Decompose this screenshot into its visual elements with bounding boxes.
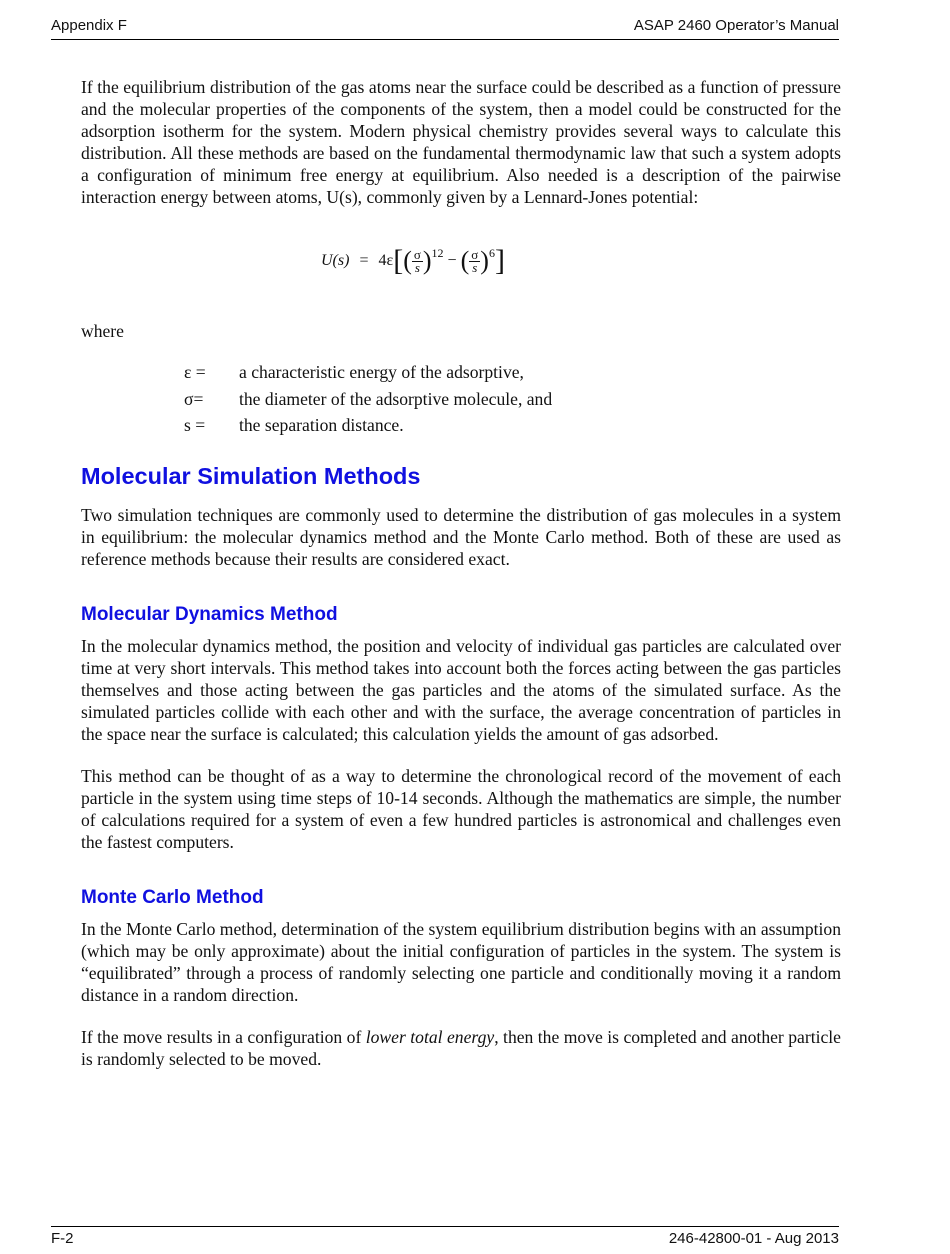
page-content [81,76,841,1070]
equation-lhs: U(s) [321,252,350,269]
lennard-jones-equation: U(s) = 4ε [ ( $\frac{\sigma}{s}$ ) $^{12}$ − ( $\frac{\sigma}{s}$ ) $^6$ ] [321,244,505,277]
header-manual-title: ASAP 2460 Operator’s Manual [633,17,839,34]
section-heading-molecular-simulation: Molecular Simulation Methods [81,462,421,489]
equation-coefficient: 4ε [378,252,394,269]
definition-row [81,359,841,386]
definition-symbol: ε = [184,362,206,382]
definition-text: the diameter of the adsorptive molecule, and [239,388,553,409]
where-label: where [81,321,124,341]
header-section: Appendix F [51,17,127,34]
equation-equals: = [359,252,369,269]
definition-text: a characteristic energy of the adsorptive, [239,362,524,382]
subheading-monte-carlo: Monte Carlo Method [81,886,264,908]
section2-paragraph-1: In the molecular dynamics method, the position and velocity of individual gas particles are calculated over time at very short intervals. This method takes into account both the forces acting between the gas particles themselves and those acting between the gas particles and the atoms of the simulated surface. As the simulated particles collide with each other and with the surface, the average concentration of particles in the space near the surface is calculated; this calculation yields the amount of gas adsorbed. [81,635,841,744]
emphasis-lower-total-energy: lower total energy [365,1026,495,1047]
exponent-12: 12 [431,246,444,260]
definition-row [81,386,841,413]
page-footer [51,1226,839,1247]
definition-text: the separation distance. [239,415,404,435]
definition-row [81,412,841,439]
section3-paragraph-1: In the Monte Carlo method, determination of the system equilibrium distribution begins with an assumption (which may be only approximate) about the initial configuration of particles in the system. The system is “equilibrated” through a process of randomly selecting one particle and conditionally moving it a random distance in a random direction. [81,918,841,1005]
section3-paragraph-2: If the move results in a configuration of lower total energy, then the move is completed and another particle is randomly selected to be moved. [81,1026,841,1069]
exponent-6: 6 [488,246,495,260]
fraction-2: $\frac{\sigma}{s}$ [471,246,479,275]
page-number: F-2 [51,1230,74,1247]
definitions-list [81,359,841,439]
document-number: 246-42800-01 - Aug 2013 [668,1230,839,1247]
intro-paragraph: If the equilibrium distribution of the gas atoms near the surface could be described as a function of pressure and the molecular properties of the components of the system, then a model could be constructed for the adsorption isotherm for the system. Modern physical chemistry provides several ways to calculate this distribution. All these methods are based on the fundamental thermodynamic law that such a system adopts a configuration of minimum free energy at equilibrium. Also needed is a description of the pairwise interaction energy between atoms, U(s), commonly given by a Lennard-Jones potential: [81,77,841,207]
section1-paragraph: Two simulation techniques are commonly used to determine the distribution of gas molecules in a system in equilibrium: the molecular dynamics method and the Monte Carlo method. Both of these are used as reference methods because their results are considered exact. [81,504,841,569]
section2-paragraph-2: This method can be thought of as a way to determine the chronological record of the movement of each particle in the system using time steps of 10-14 seconds. Although the mathematics are simple, the number of calculations required for a system of even a few hundred particles is astronomical and challenges even the fastest computers. [81,765,841,852]
page-header [51,17,839,40]
fraction-1: $\frac{\sigma}{s}$ [413,246,421,275]
equation-minus: − [447,252,457,269]
definition-symbol: s = [184,415,206,435]
subheading-molecular-dynamics: Molecular Dynamics Method [81,603,338,625]
definition-symbol: σ= [184,388,204,409]
